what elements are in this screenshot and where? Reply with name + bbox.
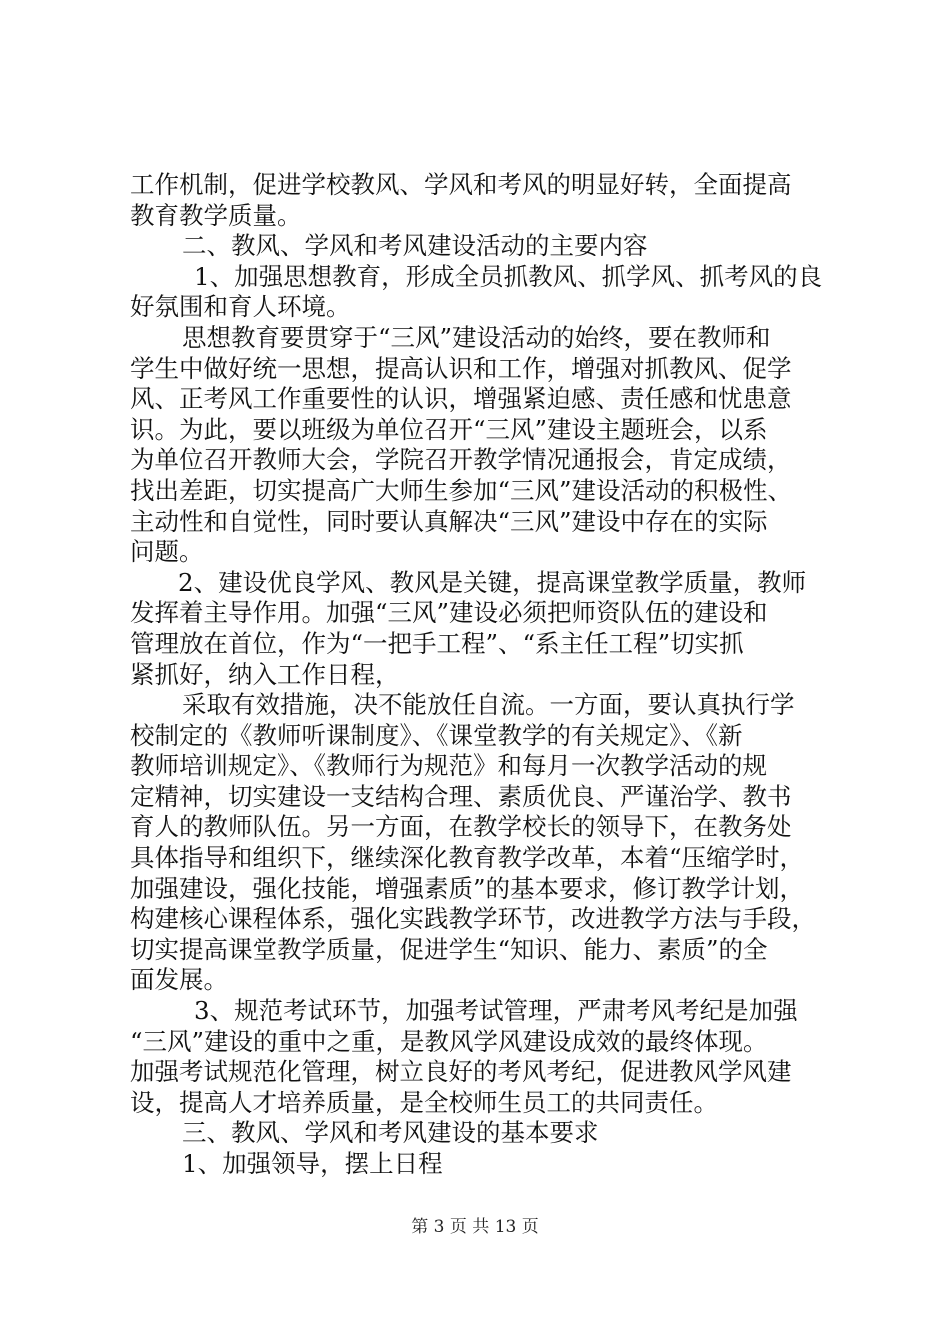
text-line: 校制定的《教师听课制度》、《课堂教学的有关规定》、《新 [130, 720, 743, 750]
text-line: 采取有效措施，决不能放任自流。一方面，要认真执行学 [182, 690, 795, 720]
text-line: “三风”建设的重中之重，是教风学风建设成效的最终体现。 [130, 1026, 768, 1056]
page-number-footer: 第 3 页 共 13 页 [411, 1217, 539, 1237]
text-line: 问题。 [130, 537, 204, 567]
text-line: 找出差距，切实提高广大师生参加“三风”建设活动的积极性、 [130, 475, 793, 505]
text-line: 加强建设，强化技能，增强素质”的基本要求，修订教学计划， [130, 873, 805, 903]
text-line: 发挥着主导作用。加强“三风”建设必须把师资队伍的建设和 [130, 598, 768, 628]
text-line: 学生中做好统一思想，提高认识和工作，增强对抓教风、促学 [130, 353, 792, 383]
section-heading: 二、教风、学风和考风建设活动的主要内容 [182, 231, 648, 261]
section-heading: 三、教风、学风和考风建设的基本要求 [182, 1118, 599, 1148]
document-body [130, 170, 835, 1180]
text-line: 教育教学质量。 [130, 200, 302, 230]
text-line: 主动性和自觉性，同时要认真解决“三风”建设中存在的实际 [130, 506, 768, 536]
item-heading: 3、规范考试环节，加强考试管理，严肃考风考纪是加强 [194, 996, 798, 1026]
text-line: 思想教育要贯穿于“三风”建设活动的始终，要在教师和 [182, 322, 771, 352]
text-line: 设，提高人才培养质量，是全校师生员工的共同责任。 [130, 1087, 718, 1117]
text-line: 为单位召开教师大会，学院召开教学情况通报会，肯定成绩， [130, 445, 792, 475]
text-line: 定精神，切实建设一支结构合理、素质优良、严谨治学、教书 [130, 781, 792, 811]
text-line: 加强考试规范化管理，树立良好的考风考纪，促进教风学风建 [130, 1057, 792, 1087]
text-line: 面发展。 [130, 965, 228, 995]
text-line: 构建核心课程体系，强化实践教学环节，改进教学方法与手段， [130, 904, 816, 934]
text-line: 风、正考风工作重要性的认识，增强紧迫感、责任感和忧患意 [130, 384, 792, 414]
text-line: 具体指导和组织下，继续深化教育教学改革，本着“压缩学时， [130, 843, 805, 873]
item-heading: 1、加强领导，摆上日程 [182, 1149, 443, 1178]
text-line: 紧抓好，纳入工作日程， [130, 659, 400, 689]
text-line: 识。为此，要以班级为单位召开“三风”建设主题班会，以系 [130, 414, 768, 444]
item-heading: 1、加强思想教育，形成全员抓教风、抓学风、抓考风的良 [194, 261, 823, 291]
text-line: 教师培训规定》、《教师行为规范》和每月一次教学活动的规 [130, 751, 767, 781]
text-line: 管理放在首位，作为“一把手工程”、“系主任工程”切实抓 [130, 628, 744, 658]
text-line: 好氛围和育人环境。 [130, 292, 351, 322]
item-heading: 2、建设优良学风、教风是关键，提高课堂教学质量，教师 [178, 567, 807, 597]
text-line: 工作机制，促进学校教风、学风和考风的明显好转，全面提高 [130, 170, 792, 199]
text-line: 切实提高课堂教学质量，促进学生“知识、能力、素质”的全 [130, 934, 768, 964]
text-line: 育人的教师队伍。另一方面，在教学校长的领导下，在教务处 [130, 812, 792, 842]
